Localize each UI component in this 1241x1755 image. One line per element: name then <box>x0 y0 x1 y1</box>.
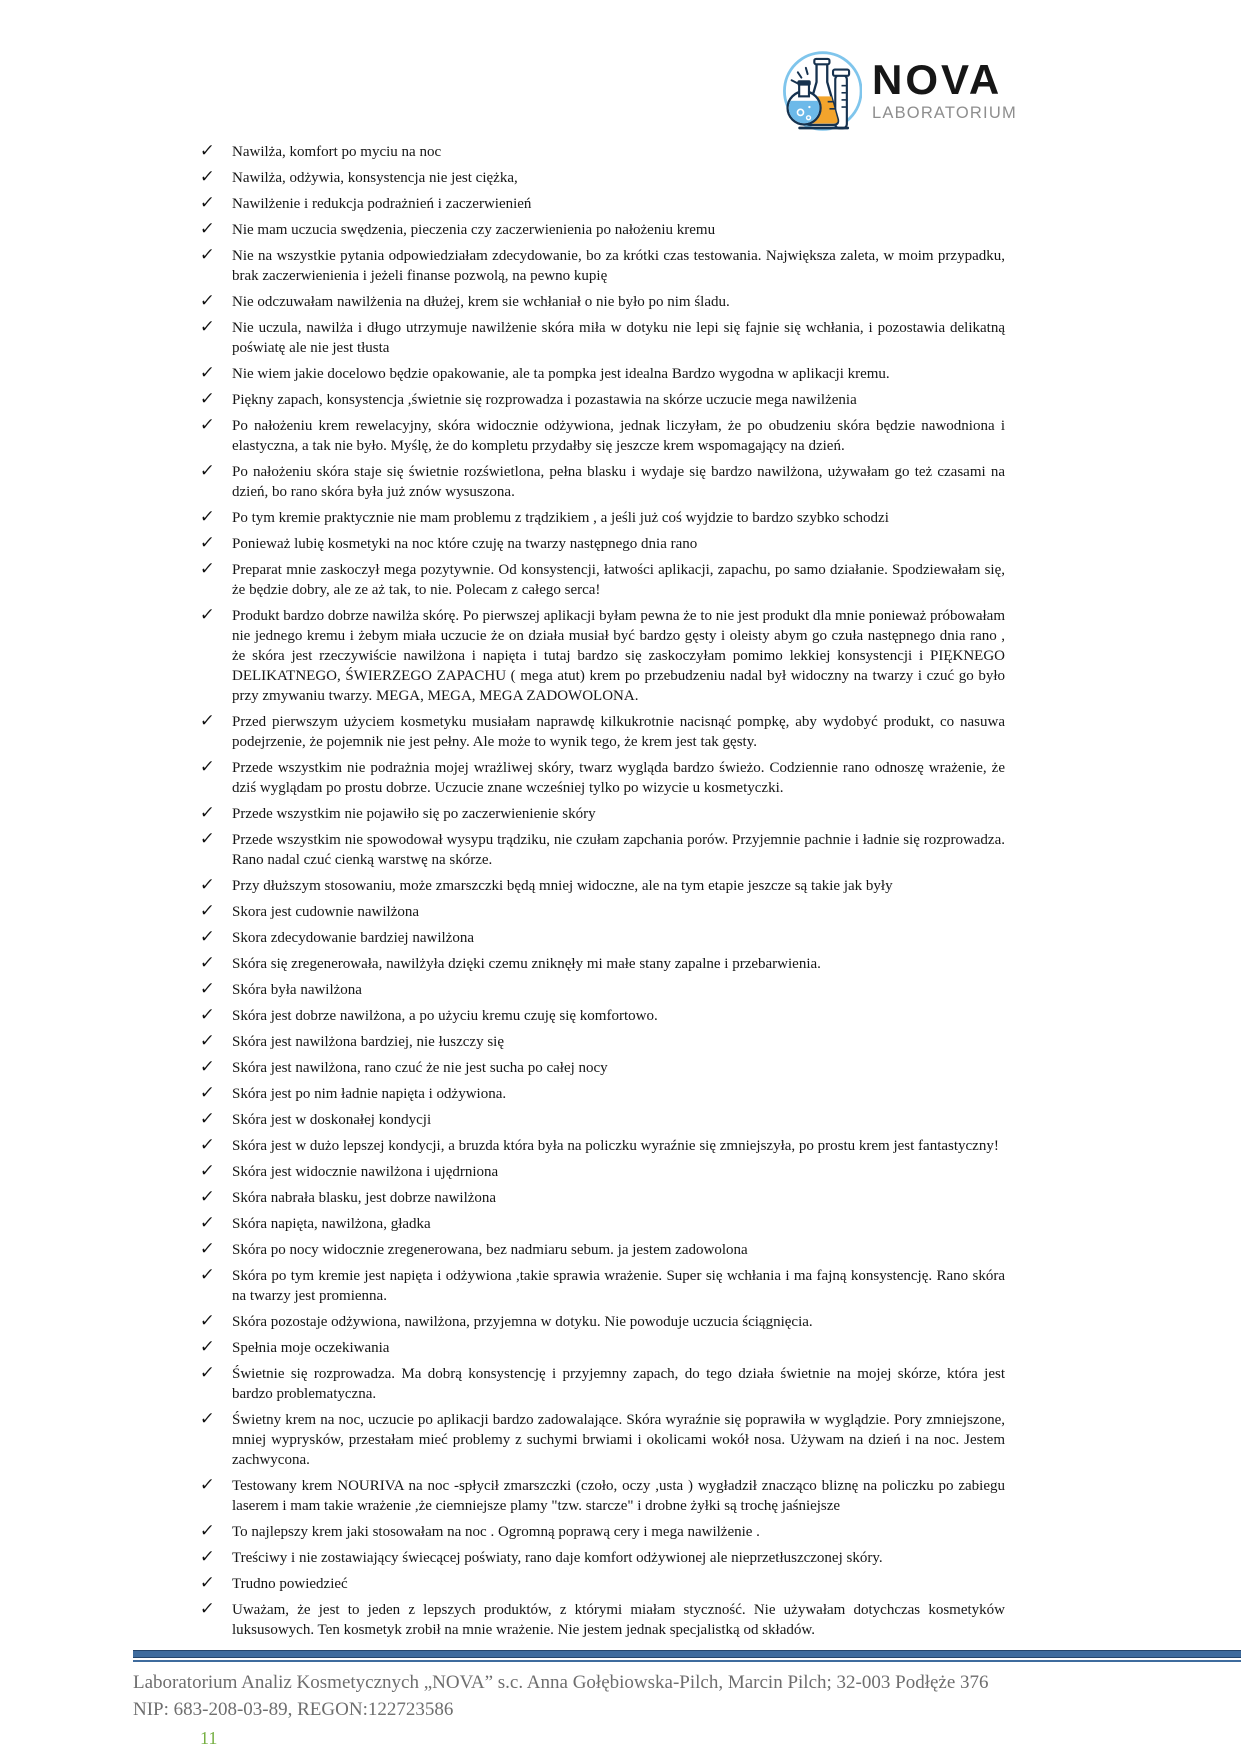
checklist-item <box>200 1006 1005 1026</box>
checklist-item <box>200 1214 1005 1234</box>
checklist-item-text: Nie uczula, nawilża i długo utrzymuje nawilżenie skóra miła w dotyku nie lepi się fajnie się wchłania, i pozostawia delikatną poświatę ale nie jest tłusta <box>232 320 1005 356</box>
checkmark-icon: ✓ <box>199 1239 216 1259</box>
checklist-item <box>200 1032 1005 1052</box>
checklist-item-text: Skóra była nawilżona <box>232 982 362 998</box>
checklist-item <box>200 954 1005 974</box>
checkmark-icon: ✓ <box>199 533 216 553</box>
checklist-item-text: Piękny zapach, konsystencja ,świetnie się rozprowadza i pozastawia na skórze uczucie mega nawilżenia <box>232 392 857 408</box>
checkmark-icon: ✓ <box>199 559 216 579</box>
checklist-item-text: Skóra jest po nim ładnie napięta i odżywiona. <box>232 1086 507 1102</box>
checklist-item-text: Nawilża, komfort po myciu na noc <box>232 144 442 160</box>
page-footer <box>133 1650 1241 1749</box>
checklist-item <box>200 902 1005 922</box>
checklist-item-text: Skora zdecydowanie bardziej nawilżona <box>232 930 474 946</box>
checklist-item-text: Produkt bardzo dobrze nawilża skórę. Po pierwszej aplikacji byłam pewna że to nie jest produkt dla mnie ponieważ próbowałam nie jednego kremu i żebym miała uczucie że on działa musiał być bardzo gęsty i oleisty abym go czuła następnego dnia rano , że skóra jest rzeczywiście nawilżona i napięta i tutaj bardzo się zaskoczyłam pomimo lekkiej konsystencji i PIĘKNEGO DELIKATNEGO, ŚWIERZEGO ZAPACHU ( mega atut) krem po przebudzeniu nadal był widoczny na twarzy i czuć go było przy zmywaniu twarzy. MEGA, MEGA, MEGA ZADOWOLONA. <box>232 608 1005 704</box>
checklist-item-text: Po nałożeniu skóra staje się świetnie rozświetlona, pełna blasku i wydaje się bardzo nawilżona, używałam go też czasami na dzień, bo rano skóra była już znów wysuszona. <box>232 464 1005 500</box>
checklist-item-text: Preparat mnie zaskoczył mega pozytywnie. Od konsystencji, łatwości aplikacji, zapachu, po samo działanie. Spodziewałam się, że będzie dobry, ale ze aż tak, to nie. Polecam z całego serca! <box>232 562 1005 598</box>
logo-text-block <box>872 56 1017 123</box>
checklist-item <box>200 318 1005 358</box>
checklist-item <box>200 534 1005 554</box>
checklist-item-text: Przede wszystkim nie pojawiło się po zaczerwienienie skóry <box>232 806 596 822</box>
checklist-item-text: Nie mam uczucia swędzenia, pieczenia czy zaczerwienienia po nałożeniu kremu <box>232 222 716 238</box>
footer-divider-thin <box>133 1660 1241 1662</box>
checklist-item <box>200 194 1005 214</box>
checklist-item-text: To najlepszy krem jaki stosowałam na noc . Ogromną poprawą cery i mega nawilżenie . <box>232 1524 760 1540</box>
checkmark-icon: ✓ <box>199 219 216 239</box>
checkmark-icon: ✓ <box>199 1213 216 1233</box>
checkmark-icon: ✓ <box>199 1599 216 1619</box>
checkmark-icon: ✓ <box>199 605 216 625</box>
checklist-item <box>200 1110 1005 1130</box>
checkmark-icon: ✓ <box>199 1109 216 1129</box>
checkmark-icon: ✓ <box>199 1337 216 1357</box>
checklist-item <box>200 1522 1005 1542</box>
checklist-item <box>200 168 1005 188</box>
checkmark-icon: ✓ <box>199 167 216 187</box>
checklist-item <box>200 1084 1005 1104</box>
checkmark-icon: ✓ <box>199 507 216 527</box>
checklist-item-text: Przed pierwszym użyciem kosmetyku musiałam naprawdę kilkukrotnie nacisnąć pompkę, aby wydobyć produkt, co nasuwa podejrzenie, że pojemnik nie jest pełny. Ale może to wynik tego, że krem jest tak gęsty. <box>232 714 1005 750</box>
checkmark-icon: ✓ <box>199 1057 216 1077</box>
footer-company-line: Laboratorium Analiz Kosmetycznych „NOVA” s.c. Anna Gołębiowska-Pilch, Marcin Pilch; 32-003 Podłęże 376 <box>133 1672 989 1693</box>
checklist-item-text: Nie odczuwałam nawilżenia na dłużej, krem sie wchłaniał o nie było po nim śladu. <box>232 294 730 310</box>
checklist-item-text: Skóra jest dobrze nawilżona, a po użyciu kremu czuję się komfortowo. <box>232 1008 658 1024</box>
checklist-item <box>200 220 1005 240</box>
checklist-item-text: Przede wszystkim nie podrażnia mojej wrażliwej skóry, twarz wygląda bardzo świeżo. Codziennie rano odnoszę wrażenie, że dziś wyglądam po prostu dobrze. Uczucie znane wcześniej tylko po wizycie u kosmetyczki. <box>232 760 1005 796</box>
checklist-item-text: Skóra jest nawilżona, rano czuć że nie jest sucha po całej nocy <box>232 1060 608 1076</box>
checklist-item <box>200 1240 1005 1260</box>
checklist-item-text: Skóra jest w dużo lepszej kondycji, a bruzda która była na policzku wyraźnie się zmniejszyła, po prostu krem jest fantastyczny! <box>232 1138 999 1154</box>
checkmark-icon: ✓ <box>199 901 216 921</box>
checkmark-icon: ✓ <box>199 829 216 849</box>
logo-subtitle-text: LABORATORIUM <box>872 104 1017 122</box>
checklist-item <box>200 292 1005 312</box>
checklist-item-text: Skóra po tym kremie jest napięta i odżywiona ,takie sprawia wrażenie. Super się wchłania i ma fajną konsystencję. Rano skóra na twarzy jest promienna. <box>232 1268 1005 1304</box>
checkmark-icon: ✓ <box>199 1475 216 1495</box>
checklist-item <box>200 246 1005 286</box>
checklist-item-text: Uważam, że jest to jeden z lepszych produktów, z którymi miałam styczność. Nie używałam dotychczas kosmetyków luksusowych. Ten kosmetyk zrobił na mnie wrażenie. Nie jestem jednak specjalistką od składów. <box>232 1602 1005 1638</box>
checkmark-icon: ✓ <box>199 461 216 481</box>
checklist-item <box>200 1548 1005 1568</box>
checklist-item-text: Skóra jest widocznie nawilżona i ujędrniona <box>232 1164 499 1180</box>
checklist-item <box>200 606 1005 706</box>
checklist-item <box>200 1410 1005 1470</box>
checklist-item-text: Nawilżenie i redukcja podrażnień i zaczerwienień <box>232 196 532 212</box>
checklist-item <box>200 390 1005 410</box>
checklist-item <box>200 1476 1005 1516</box>
checkmark-icon: ✓ <box>199 1311 216 1331</box>
checkmark-icon: ✓ <box>199 245 216 265</box>
checklist-item-text: Testowany krem NOURIVA na noc -spłycił zmarszczki (czoło, oczy ,usta ) wygładził znacząco bliznę na policzku po zabiegu laserem i mam takie wrażenie ,że ciemniejsze plamy "tzw. starcze" i drobne żyłki są trochę jaśniejsze <box>232 1478 1005 1514</box>
checklist-item-text: Świetny krem na noc, uczucie po aplikacji bardzo zadowalające. Skóra wyraźnie się poprawiła w wyglądzie. Pory zmniejszone, mniej wyprysków, przestałam mieć problemy z suchymi brwiami i okolicami wokół nosa. Używam na dzień i na noc. Jestem zachwycona. <box>232 1412 1005 1468</box>
checkmark-icon: ✓ <box>199 1083 216 1103</box>
checkmark-icon: ✓ <box>199 803 216 823</box>
checklist-item <box>200 142 1005 162</box>
checklist-item-text: Przy dłuższym stosowaniu, może zmarszczki będą mniej widoczne, ale na tym etapie jeszcze są takie jak były <box>232 878 893 894</box>
checklist-item-text: Trudno powiedzieć <box>232 1576 348 1592</box>
checklist-item <box>200 508 1005 528</box>
checkmark-icon: ✓ <box>199 415 216 435</box>
checklist-item <box>200 876 1005 896</box>
checkmark-icon: ✓ <box>199 711 216 731</box>
checklist-item-text: Świetnie się rozprowadza. Ma dobrą konsystencję i przyjemny zapach, do tego działa świetnie na mojej skórze, która jest bardzo problematyczna. <box>232 1366 1005 1402</box>
checklist-item-text: Nie wiem jakie docelowo będzie opakowanie, ale ta pompka jest idealna Bardzo wygodna w aplikacji kremu. <box>232 366 890 382</box>
checklist-item <box>200 830 1005 870</box>
checkmark-icon: ✓ <box>199 979 216 999</box>
checkmark-icon: ✓ <box>199 1135 216 1155</box>
checklist-item <box>200 1338 1005 1358</box>
logo-brand-text: NOVA <box>872 56 1003 103</box>
checkmark-icon: ✓ <box>199 389 216 409</box>
checkmark-icon: ✓ <box>199 757 216 777</box>
checklist-item-text: Nie na wszystkie pytania odpowiedziałam zdecydowanie, bo za krótki czas testowania. Największa zaleta, w moim przypadku, brak zaczerwienienia i jeżeli finanse pozwolą, na pewno kupię <box>232 248 1005 284</box>
checkmark-icon: ✓ <box>199 141 216 161</box>
checklist-item <box>200 1136 1005 1156</box>
checklist-item-text: Ponieważ lubię kosmetyki na noc które czuję na twarzy następnego dnia rano <box>232 536 698 552</box>
checkmark-icon: ✓ <box>199 1573 216 1593</box>
checklist-item <box>200 758 1005 798</box>
checkmark-icon: ✓ <box>199 1187 216 1207</box>
checkmark-icon: ✓ <box>199 193 216 213</box>
checklist-item-text: Po tym kremie praktycznie nie mam problemu z trądzikiem , a jeśli już coś wyjdzie to bardzo szybko schodzi <box>232 510 889 526</box>
checklist-item <box>200 804 1005 824</box>
checkmark-icon: ✓ <box>199 1005 216 1025</box>
checklist-item-text: Skóra się zregenerowała, nawilżyła dzięki czemu zniknęły mi małe stany zapalne i przebarwienia. <box>232 956 821 972</box>
checklist-item-text: Przede wszystkim nie spowodował wysypu trądziku, nie czułam zapchania porów. Przyjemnie pachnie i ładnie się rozprowadza. Rano nadal czuć cienką warstwę na skórze. <box>232 832 1005 868</box>
lab-flasks-icon <box>780 46 862 136</box>
checklist-item-text: Skóra nabrała blasku, jest dobrze nawilżona <box>232 1190 497 1206</box>
checkmark-icon: ✓ <box>199 1521 216 1541</box>
checklist-item <box>200 1574 1005 1594</box>
checklist-item <box>200 928 1005 948</box>
checkmark-icon: ✓ <box>199 1409 216 1429</box>
checklist-item <box>200 980 1005 1000</box>
checklist-item <box>200 1364 1005 1404</box>
checklist-item <box>200 364 1005 384</box>
footer-tax-ids-line: NIP: 683-208-03-89, REGON:122723586 <box>133 1699 454 1720</box>
checklist-item-text: Po nałożeniu krem rewelacyjny, skóra widocznie odżywiona, jednak liczyłam, że po obudzeniu skóra będzie nawodniona i elastyczna, a tak nie było. Myślę, że do kompletu przydałby się jeszcze krem wspomagający na dzień. <box>232 418 1005 454</box>
checklist-item <box>200 1312 1005 1332</box>
checkmark-icon: ✓ <box>199 927 216 947</box>
checklist-item <box>200 1058 1005 1078</box>
checklist-item-text: Spełnia moje oczekiwania <box>232 1340 390 1356</box>
checklist-item-text: Skóra jest w doskonałej kondycji <box>232 1112 432 1128</box>
checkmark-icon: ✓ <box>199 1265 216 1285</box>
checklist <box>200 142 1005 1646</box>
checkmark-icon: ✓ <box>199 291 216 311</box>
checklist-item <box>200 1188 1005 1208</box>
footer-divider <box>133 1650 1241 1658</box>
nova-logo <box>780 46 1017 136</box>
checkmark-icon: ✓ <box>199 1031 216 1051</box>
checkmark-icon: ✓ <box>199 1161 216 1181</box>
checkmark-icon: ✓ <box>199 1547 216 1567</box>
page-number: 11 <box>200 1728 218 1748</box>
checkmark-icon: ✓ <box>199 1363 216 1383</box>
checklist-item <box>200 712 1005 752</box>
checkmark-icon: ✓ <box>199 363 216 383</box>
checklist-item-text: Skóra jest nawilżona bardziej, nie łuszczy się <box>232 1034 504 1050</box>
checklist-item <box>200 462 1005 502</box>
checkmark-icon: ✓ <box>199 875 216 895</box>
checklist-item <box>200 416 1005 456</box>
checklist-item-text: Skóra pozostaje odżywiona, nawilżona, przyjemna w dotyku. Nie powoduje uczucia ściągnięcia. <box>232 1314 813 1330</box>
checkmark-icon: ✓ <box>199 317 216 337</box>
checklist-item-text: Treściwy i nie zostawiający świecącej poświaty, rano daje komfort odżywionej ale nieprzetłuszczonej skóry. <box>232 1550 883 1566</box>
checklist-item-text: Skóra po nocy widocznie zregenerowana, bez nadmiaru sebum. ja jestem zadowolona <box>232 1242 748 1258</box>
checklist-item <box>200 560 1005 600</box>
checklist-item <box>200 1162 1005 1182</box>
checklist-item-text: Nawilża, odżywia, konsystencja nie jest ciężka, <box>232 170 518 186</box>
checklist-item <box>200 1266 1005 1306</box>
checklist-item <box>200 1600 1005 1640</box>
checkmark-icon: ✓ <box>199 953 216 973</box>
checklist-item-text: Skóra napięta, nawilżona, gładka <box>232 1216 431 1232</box>
checklist-item-text: Skora jest cudownie nawilżona <box>232 904 420 920</box>
